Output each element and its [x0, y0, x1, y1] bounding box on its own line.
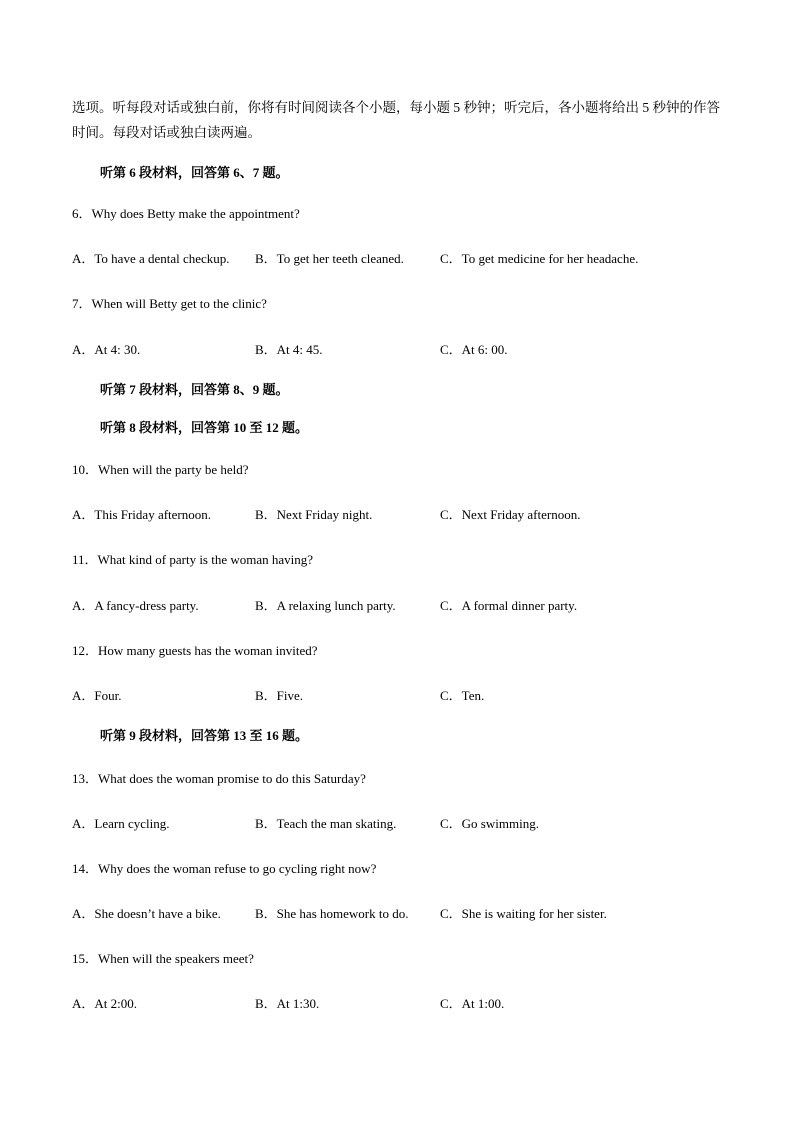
question-10-option-b: B．Next Friday night.	[255, 507, 373, 522]
question-7-stem: 7．When will Betty get to the clinic?	[72, 296, 267, 311]
question-13-option-b: B．Teach the man skating.	[255, 816, 397, 831]
section-heading-9: 听第 9 段材料，回答第 13 至 16 题。	[100, 728, 309, 743]
question-10-option-c: C．Next Friday afternoon.	[440, 507, 581, 522]
question-7-option-a: A．At 4: 30.	[72, 342, 141, 357]
question-15-stem: 15．When will the speakers meet?	[72, 951, 254, 966]
question-10-stem: 10．When will the party be held?	[72, 462, 249, 477]
question-14-option-a: A．She doesn’t have a bike.	[72, 906, 221, 921]
question-13-option-a: A．Learn cycling.	[72, 816, 170, 831]
section-heading-7: 听第 7 段材料，回答第 8、9 题。	[100, 382, 289, 397]
question-12-option-c: C．Ten.	[440, 688, 485, 703]
question-12-option-b: B．Five.	[255, 688, 304, 703]
section-heading-6: 听第 6 段材料，回答第 6、7 题。	[100, 165, 289, 180]
question-14-option-b: B．She has homework to do.	[255, 906, 409, 921]
question-7-option-b: B．At 4: 45.	[255, 342, 323, 357]
question-15-option-c: C．At 1:00.	[440, 996, 505, 1011]
question-6-option-b: B．To get her teeth cleaned.	[255, 251, 404, 266]
question-6-stem: 6．Why does Betty make the appointment?	[72, 206, 300, 221]
question-15-option-b: B．At 1:30.	[255, 996, 320, 1011]
question-11-stem: 11．What kind of party is the woman having?	[72, 552, 314, 567]
question-13-stem: 13．What does the woman promise to do this Saturday?	[72, 771, 366, 786]
question-14-option-c: C．She is waiting for her sister.	[440, 906, 607, 921]
question-12-stem: 12．How many guests has the woman invited?	[72, 643, 318, 658]
question-14-stem: 14．Why does the woman refuse to go cycling right now?	[72, 861, 377, 876]
question-7-option-c: C．At 6: 00.	[440, 342, 508, 357]
question-6-option-a: A．To have a dental checkup.	[72, 251, 230, 266]
question-6-option-c: C．To get medicine for her headache.	[440, 251, 639, 266]
question-10-option-a: A．This Friday afternoon.	[72, 507, 212, 522]
question-13-option-c: C．Go swimming.	[440, 816, 539, 831]
question-11-option-c: C．A formal dinner party.	[440, 598, 578, 613]
section-heading-8: 听第 8 段材料，回答第 10 至 12 题。	[100, 420, 309, 435]
instructions-paragraph: 选项。听每段对话或独白前，你将有时间阅读各个小题，每小题 5 秒钟；听完后，各小题将给出 5 秒钟的作答时间。每段对话或独白读两遍。	[72, 100, 720, 140]
question-11-option-a: A．A fancy-dress party.	[72, 598, 199, 613]
question-12-option-a: A．Four.	[72, 688, 122, 703]
question-15-option-a: A．At 2:00.	[72, 996, 138, 1011]
question-11-option-b: B．A relaxing lunch party.	[255, 598, 396, 613]
